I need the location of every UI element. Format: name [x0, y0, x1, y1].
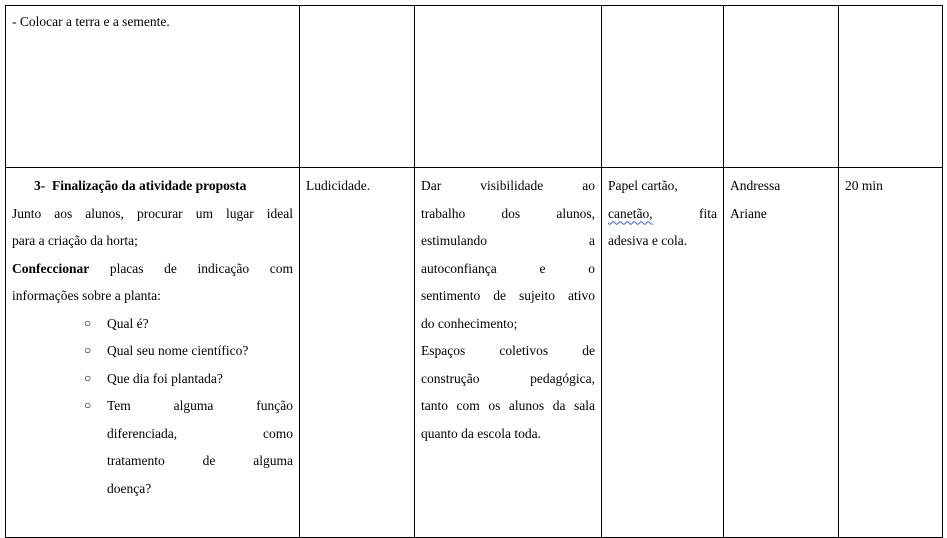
step-heading: 3- Finalização da atividade proposta — [34, 178, 247, 193]
responsible-text: Andressa Ariane — [730, 178, 781, 221]
resource-cell — [300, 6, 415, 168]
paragraph-line: Confeccionar placas de indicação com — [12, 260, 293, 276]
list-item: ○ Qual é? — [12, 310, 293, 338]
list-item: ○ Qual seu nome científico? — [12, 337, 293, 365]
objective-cell — [415, 6, 602, 168]
activity-table — [5, 5, 943, 538]
resource-text: Ludicidade. — [306, 178, 371, 193]
circle-bullet-icon: ○ — [84, 343, 92, 357]
responsible-cell — [724, 168, 839, 538]
table-row — [6, 168, 943, 538]
spellcheck-word: canetão, — [608, 205, 653, 221]
table-row — [6, 6, 943, 168]
objective-text: Dar visibilidade ao trabalho dos alunos, estimulando a autoconfiança e o sentimento de sujeito ativo do conhecimento; Espaços coletivos de construção pedagógica, tanto com os alunos da sala quanto da escola toda. — [421, 178, 595, 441]
objective-cell — [415, 168, 602, 538]
paragraph-line: para a criação da horta; — [12, 233, 138, 248]
time-cell — [839, 168, 943, 538]
time-cell — [839, 6, 943, 168]
list-item: ○ Que dia foi plantada? — [12, 365, 293, 393]
duration-text: 20 min — [845, 178, 883, 193]
material-cell — [602, 168, 724, 538]
list-item: ○ Tem alguma função diferenciada, como tratamento de alguma doença? — [12, 392, 293, 502]
activity-cell — [6, 168, 300, 538]
responsible-cell — [724, 6, 839, 168]
circle-bullet-icon: ○ — [84, 315, 92, 330]
question-list — [12, 310, 293, 503]
row1-text: - Colocar a terra e a semente. — [12, 14, 170, 29]
material-cell — [602, 6, 724, 168]
activity-cell — [6, 6, 300, 168]
resource-cell — [300, 168, 415, 538]
circle-bullet-icon: ○ — [84, 370, 92, 385]
paragraph-line: informações sobre a planta: — [12, 288, 161, 303]
paragraph-line: Junto aos alunos, procurar um lugar ideal — [12, 205, 293, 221]
material-text: Papel cartão, canetão, fita adesiva e cola. — [608, 178, 717, 248]
circle-bullet-icon: ○ — [84, 398, 92, 412]
